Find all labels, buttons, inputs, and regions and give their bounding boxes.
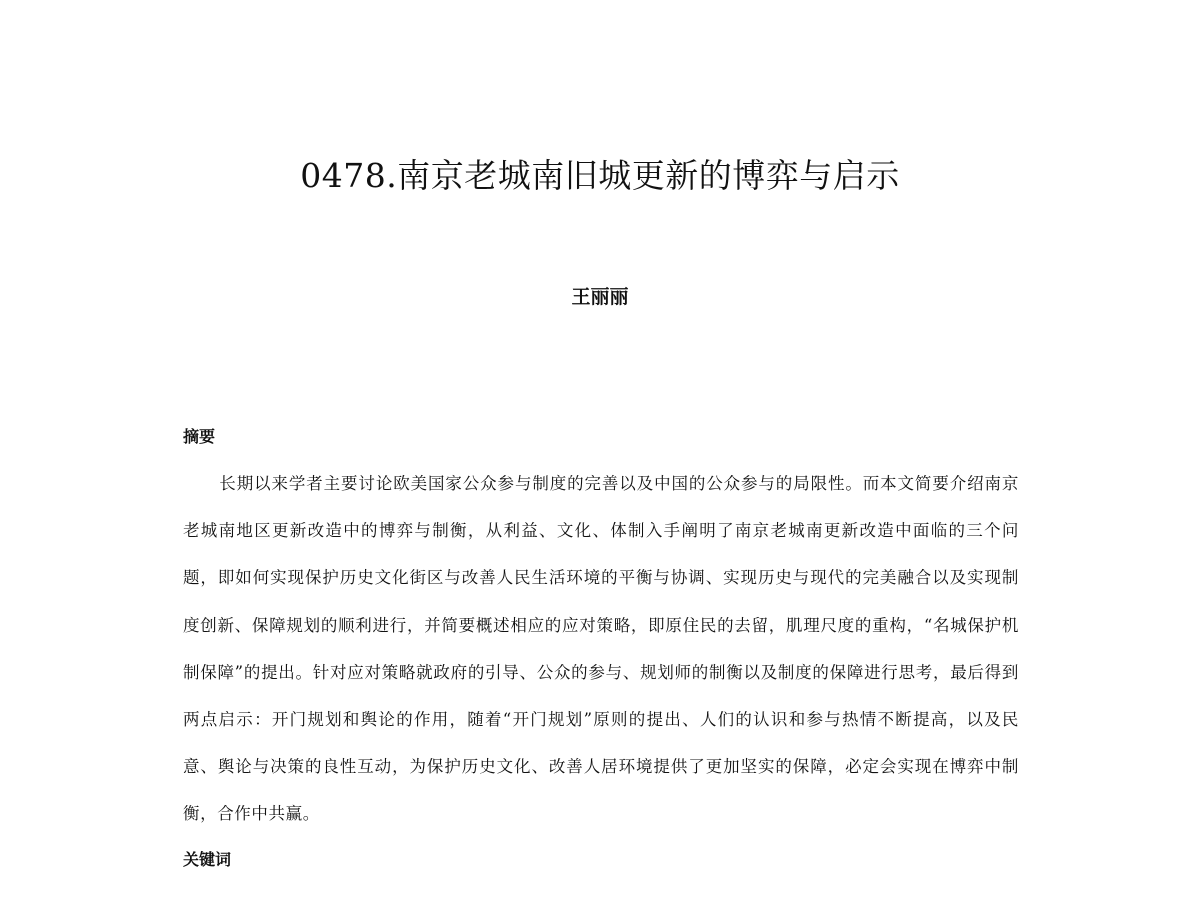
abstract-heading: 摘要	[183, 427, 216, 446]
document-title: 0478.南京老城南旧城更新的博弈与启示	[300, 156, 900, 195]
abstract-paragraph: 长期以来学者主要讨论欧美国家公众参与制度的完善以及中国的公众参与的局限性。而本文简要介绍南京老城南地区更新改造中的博弈与制衡，从利益、文化、体制入手阐明了南京老城南更新改造中面临的三个问题，即如何实现保护历史文化街区与改善人民生活环境的平衡与协调、实现历史与现代的完美融合以及实现制度创新、保障规划的顺利进行，并简要概述相应的应对策略，即原住民的去留，肌理尺度的重构，“名城保护机制保障”的提出。针对应对策略就政府的引导、公众的参与、规划师的制衡以及制度的保障进行思考，最后得到两点启示：开门规划和舆论的作用，随着“开门规划”原则的提出、人们的认识和参与热情不断提高，以及民意、舆论与决策的良性互动，为保护历史文化、改善人居环境提供了更加坚实的保障，必定会实现在博弈中制衡，合作中共赢。	[183, 474, 1019, 824]
keywords-heading: 关键词	[183, 850, 232, 869]
author-name: 王丽丽	[571, 286, 629, 308]
